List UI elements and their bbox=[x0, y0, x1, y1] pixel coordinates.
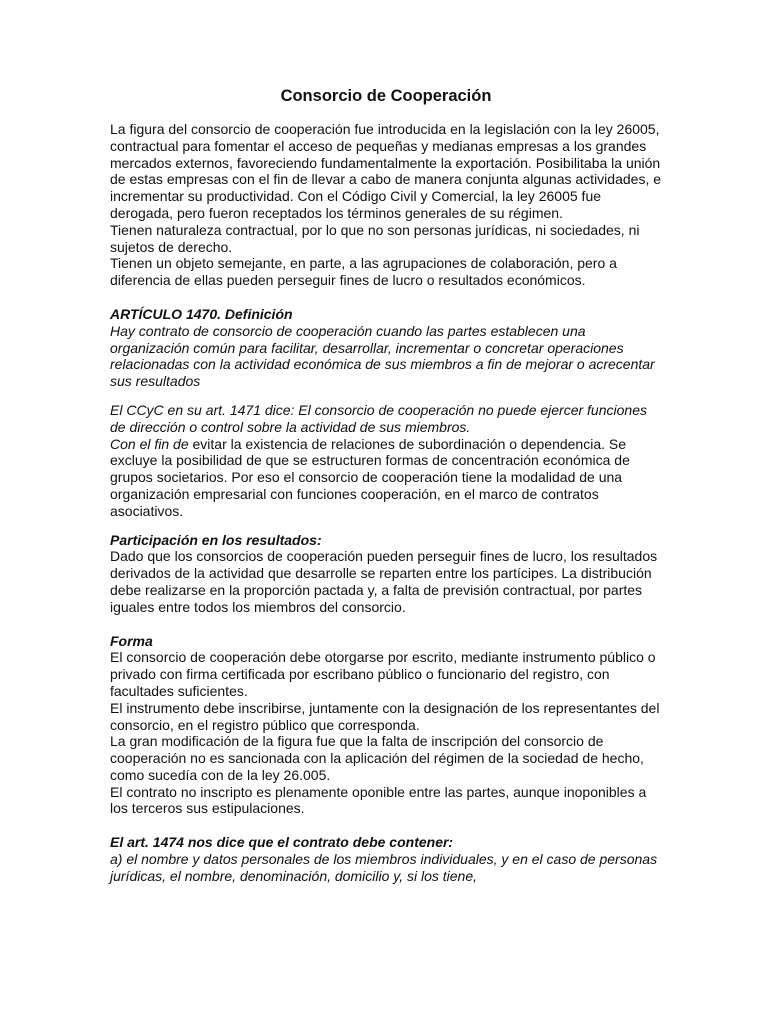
forma-paragraph-3: La gran modificación de la figura fue que la falta de inscripción del consorcio de cooperación no es sancionada con la aplicación del régimen de la sociedad de hecho, como sucedía con de la ley 26.005. bbox=[110, 733, 644, 783]
forma-heading: Forma bbox=[110, 632, 153, 649]
intro-paragraph-1: La figura del consorcio de cooperación fue introducida en la legislación con la ley 26005, contractual para fomentar el acceso de pequeñas y medianas empresas a los grandes mercados externos, favoreciendo fundamentalmente la exportación. Posibilitaba la unión de estas empresas con el fin de llevar a cabo de manera conjunta algunas actividades, e incrementar su productividad. Con el Código Civil y Comercial, la ley 26005 fue derogada, pero fueron receptados los términos generales de su régimen. bbox=[110, 121, 662, 221]
article-1470-heading: ARTÍCULO 1470. Definición bbox=[110, 305, 293, 322]
document-page bbox=[110, 86, 662, 885]
article-1474-heading: El art. 1474 nos dice que el contrato debe contener: bbox=[110, 834, 454, 851]
article-1471-quote: El CCyC en su art. 1471 dice: El consorcio de cooperación no puede ejercer funciones de dirección o control sobre la actividad de sus miembros. bbox=[110, 401, 647, 435]
article-1471-section bbox=[110, 402, 662, 520]
article-1471-lead: Con el fin de bbox=[110, 435, 189, 452]
intro-paragraph-2: Tienen naturaleza contractual, por lo que no son personas jurídicas, ni sociedades, ni sujetos de derecho. bbox=[110, 221, 640, 255]
intro-paragraph-3: Tienen un objeto semejante, en parte, a las agrupaciones de colaboración, pero a diferencia de ellas pueden perseguir fines de lucro o resultados económicos. bbox=[110, 255, 617, 289]
forma-paragraph-4: El contrato no inscripto es plenamente oponible entre las partes, aunque inoponibles a los terceros sus estipulaciones. bbox=[110, 783, 647, 817]
article-1471-rest: evitar la existencia de relaciones de subordinación o dependencia. Se excluye la posibilidad de que se estructuren formas de concentración económica de grupos societarios. Por eso el consorcio de cooperación tiene la modalidad de una organización empresarial con funciones cooperación, en el marco de contratos asociativos. bbox=[110, 435, 630, 519]
participacion-heading: Participación en los resultados: bbox=[110, 531, 322, 548]
article-1470-section bbox=[110, 306, 662, 390]
forma-paragraph-2: El instrumento debe inscribirse, juntamente con la designación de los representantes del consorcio, en el registro público que corresponda. bbox=[110, 699, 660, 733]
participacion-body: Dado que los consorcios de cooperación pueden perseguir fines de lucro, los resultados derivados de la actividad que desarrolle se reparten entre los partícipes. La distribución debe realizarse en la proporción pactada y, a falta de previsión contractual, por partes iguales entre todos los miembros del consorcio. bbox=[110, 548, 658, 615]
article-1474-section bbox=[110, 834, 662, 884]
forma-section bbox=[110, 633, 662, 818]
article-1474-item-a: a) el nombre y datos personales de los miembros individuales, y en el caso de personas jurídicas, el nombre, denominación, domicilio y, si los tiene, bbox=[110, 851, 658, 884]
article-1471-commentary bbox=[110, 436, 662, 520]
participacion-section bbox=[110, 532, 662, 616]
document-title: Consorcio de Cooperación bbox=[280, 87, 492, 105]
intro-section bbox=[110, 121, 662, 289]
article-1470-body: Hay contrato de consorcio de cooperación cuando las partes establecen una organización común para facilitar, desarrollar, incrementar o concretar operaciones relacionadas con la actividad económica de sus miembros a fin de mejorar o acrecentar sus resultados bbox=[110, 322, 655, 390]
forma-paragraph-1: El consorcio de cooperación debe otorgarse por escrito, mediante instrumento público o privado con firma certificada por escribano público o funcionario del registro, con facultades suficientes. bbox=[110, 649, 656, 699]
